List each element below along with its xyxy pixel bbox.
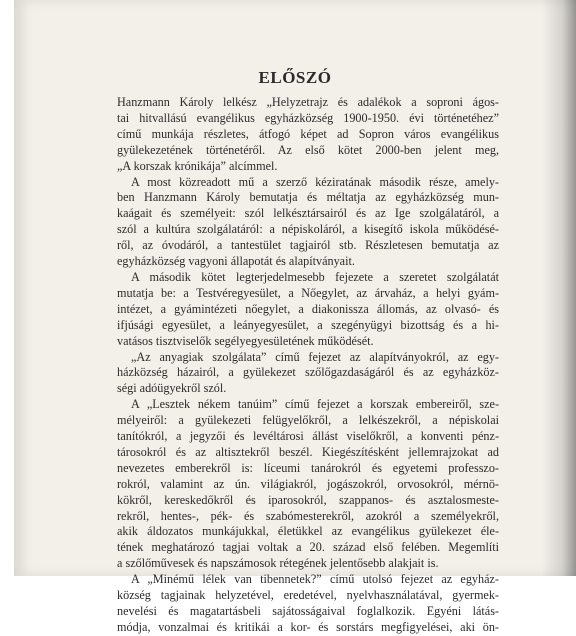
text-line: című munkája részletes, átfogó képet ad Sopron város evangélikus: [117, 126, 499, 141]
text-line: tai hitvallású evangélikus egyházközség 1900-1950. évi történetéhez”: [117, 110, 499, 125]
text-line: A „Minémű lélek van tibennetek?” című utolsó fejezet az egyház-: [131, 572, 499, 587]
text-line: vatásos tisztviselők segélyegyesületének működését.: [117, 333, 374, 348]
text-line: rokról, valamint az ún. világiakról, jogászokról, orvosokról, mérnö-: [117, 476, 499, 491]
text-line: intézet, a gyámintézeti nőegylet, a diakonissza állomás, az olvasó- és: [117, 301, 499, 316]
text-line: A most közreadott mű a szerző kéziratának második része, amely-: [131, 174, 499, 189]
text-line: nevezetes emberekről is: líceumi tanárokról és egyetemi professzo-: [117, 460, 499, 475]
text-line: módja, vonzalmai és kritikái a kor- és sorstárs megfigyelései, aki ön-: [117, 619, 499, 634]
text-line: ségi adóügyekről szól.: [117, 381, 227, 396]
text-line: ről, az óvodáról, a tantestület tagjairól stb. Részletesen bemutatja az: [117, 238, 499, 253]
text-line: nevelési és magatartásbeli sajátosságaival foglalkozik. Egyéni látás-: [117, 604, 499, 618]
text-line: A második kötet legterjedelmesebb fejezete a szeretet szolgálatát: [131, 269, 499, 284]
text-line: tanítókról, a jegyzői és levéltárosi állást viselőkről, a konventi pénz-: [117, 429, 499, 444]
text-line: „Az anyagiak szolgálata” című fejezet az alapítványokról, az egy-: [131, 349, 499, 364]
text-line: házközség házairól, a gyülekezet szőlőgazdaságáról és az egyházköz-: [117, 365, 499, 380]
text-line: akik áldozatos munkájukkal, életükkel az evangélikus gyülekezet éle-: [117, 524, 499, 539]
text-line: „A korszak krónikája” alcímmel.: [117, 158, 278, 173]
text-line: tárosokról és az altisztekről beszél. Kiegészítésként jellemrajzokat ad: [117, 444, 499, 459]
body-text: [117, 95, 499, 636]
text-line: szól a kultúra szolgálatáról: a népiskoláról, a kisegítő iskola működésé-: [117, 222, 499, 237]
page-edge-shadow: [542, 0, 576, 576]
text-line: a szőlőművesek és napszámosok rétegének jelentősebb alakjait is.: [117, 556, 439, 571]
text-line: A „Lesztek nékem tanúim” című fejezet a korszak embereiről, sze-: [131, 397, 499, 412]
book-page: [14, 0, 576, 634]
text-line: mélyeiről: a gyülekezeti felügyelőkről, a lelkészekről, a népiskolai: [117, 413, 499, 428]
text-line: ben Hanzmann Károly bemutatja és méltatja az egyházközség mun-: [117, 190, 499, 205]
text-line: gyülekezetének történetéről. Az első kötet 2000-ben jelent meg,: [117, 142, 499, 157]
text-line: egyházközség vagyoni állapotát és alapítványait.: [117, 254, 355, 269]
text-line: tének meghatározó tagjai voltak a 20. század első felében. Megemlíti: [117, 540, 499, 555]
text-line: Hanzmann Károly lelkész „Helyzetrajz és adalékok a soproni ágos-: [117, 95, 499, 109]
text-line: község tagjainak helyzetével, eredetével, nyelvhasználatával, gyermek-: [117, 588, 499, 603]
text-line: ifjúsági egyesület, a leányegyesület, a szegényügyi bizottság és a hi-: [117, 317, 499, 332]
text-line: rekről, hentes-, pék- és szabómesterekről, azokról a személyekről,: [117, 508, 499, 523]
text-line: kökről, kereskedőkről és iparosokról, szappanos- és asztalosmeste-: [117, 492, 499, 507]
text-line: mutatja be: a Testvéregyesület, a Nőegylet, az árvaház, a helyi gyám-: [117, 285, 499, 300]
text-line: kaágait és személyeit: szól lelkésztársairól és az Ige szolgálatáról, a: [117, 206, 499, 221]
page-title: ELŐSZÓ: [258, 68, 332, 87]
